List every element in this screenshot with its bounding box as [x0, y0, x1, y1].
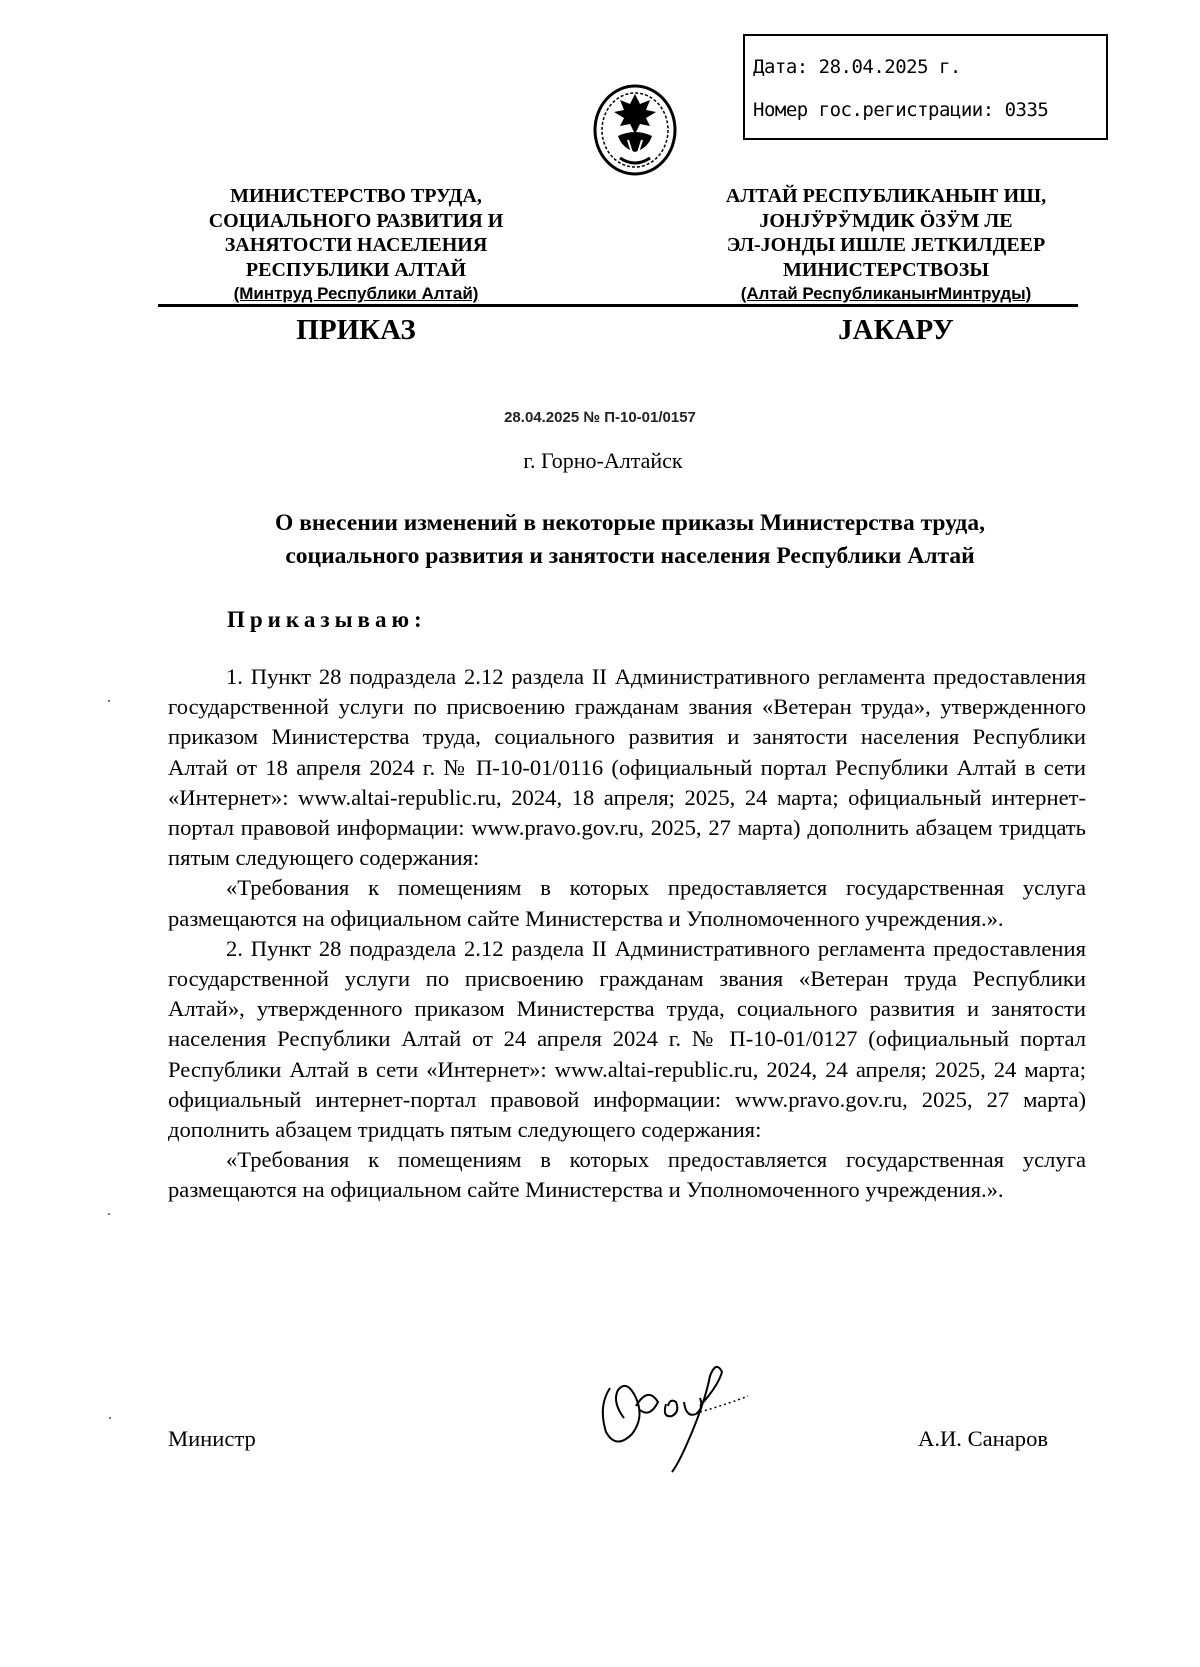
- ministry-name-line: ЭЛ-ЈОНДЫ ИШЛЕ ЈЕТКИЛДЕЕР: [726, 234, 1046, 256]
- ministry-name-line: СОЦИАЛЬНОГО РАЗВИТИЯ И: [208, 209, 504, 232]
- body-paragraph: 2. Пункт 28 подраздела 2.12 раздела II Административного регламента предоставления государственной услуги по присвоению гражданам звания «Ветеран труда Республики Алтай», утвержденного приказом Министерства труда, социального развития и занятости населения Республики Алтай от 24 апреля 2024 г. № П-10-01/0127 (официальный портал Республики Алтай в сети «Интернет»: www.altai-republic.ru, 2024, 24 апреля; 2025, 24 марта; официальный интернет-портал правовой информации: www.pravo.gov.ru, 2025, 27 марта) дополнить абзацем тридцать пятым следующего содержания:: [168, 935, 1086, 1143]
- registration-box: [743, 34, 1108, 140]
- coat-of-arms-icon: [590, 78, 680, 178]
- ministry-abbr: (Минтруд Республики Алтай): [233, 284, 479, 303]
- order-title: [170, 507, 1090, 573]
- order-body: [168, 662, 1086, 1206]
- order-title-line: О внесении изменений в некоторые приказы Министерства труда,: [275, 510, 985, 536]
- order-city: г. Горно-Алтайск: [523, 448, 683, 473]
- signatory-name: А.И. Санаров: [918, 1426, 1049, 1451]
- order-directive: Приказываю:: [227, 607, 427, 632]
- ministry-name-ru: [176, 184, 536, 307]
- scan-speck: [109, 1417, 111, 1419]
- ministry-name-line: АЛТАЙ РЕСПУБЛИКАНЫҤ ИШ,: [725, 185, 1047, 207]
- ministry-name-line: МИНИСТЕРСТВОЗЫ: [782, 258, 989, 281]
- signatory-position: Министр: [168, 1426, 256, 1451]
- order-date-number: 28.04.2025 № П-10-01/0157: [504, 409, 696, 426]
- scan-speck: [108, 700, 110, 702]
- header-divider: [158, 304, 1078, 307]
- ministry-name-line: ЈОНЈӰРӰМДИК ÖЗӰМ ЛЕ: [759, 209, 1013, 232]
- ministry-abbr: (Алтай РеспубликаныҥМинтруды): [740, 284, 1032, 303]
- body-paragraph: 1. Пункт 28 подраздела 2.12 раздела II Административного регламента предоставления государственной услуги по присвоению гражданам звания «Ветеран труда», утвержденного приказом Министерства труда, социального развития и занятости населения Республики Алтай от 18 апреля 2024 г. № П-10-01/0116 (официальный портал Республики Алтай в сети «Интернет»: www.altai-republic.ru, 2024, 18 апреля; 2025, 24 марта; официальный интернет-портал правовой информации: www.pravo.gov.ru, 2025, 27 марта) дополнить абзацем тридцать пятым следующего содержания:: [168, 664, 1086, 871]
- order-title-line: социального развития и занятости населения Республики Алтай: [285, 543, 975, 569]
- body-paragraph: «Требования к помещениям в которых предоставляется государственная услуга размещаются на официальном сайте Министерства и Уполномоченного учреждения.».: [168, 1147, 1086, 1203]
- registration-number: Номер гос.регистрации: 0335: [753, 99, 1049, 121]
- ministry-name-line: РЕСПУБЛИКИ АЛТАЙ: [245, 258, 467, 281]
- doc-type-ru: ПРИКАЗ: [296, 314, 416, 346]
- ministry-name-line: ЗАНЯТОСТИ НАСЕЛЕНИЯ: [224, 234, 488, 256]
- scan-speck: [108, 1213, 110, 1215]
- ministry-name-line: МИНИСТЕРСТВО ТРУДА,: [230, 185, 482, 207]
- ministry-name-alt: [706, 184, 1066, 307]
- signature-icon: [588, 1346, 788, 1476]
- registration-date: Дата: 28.04.2025 г.: [753, 56, 961, 78]
- doc-type-alt: ЈАКАРУ: [838, 314, 954, 346]
- body-paragraph: «Требования к помещениям в которых предоставляется государственная услуга размещаются на официальном сайте Министерства и Уполномоченного учреждения.».: [168, 875, 1086, 931]
